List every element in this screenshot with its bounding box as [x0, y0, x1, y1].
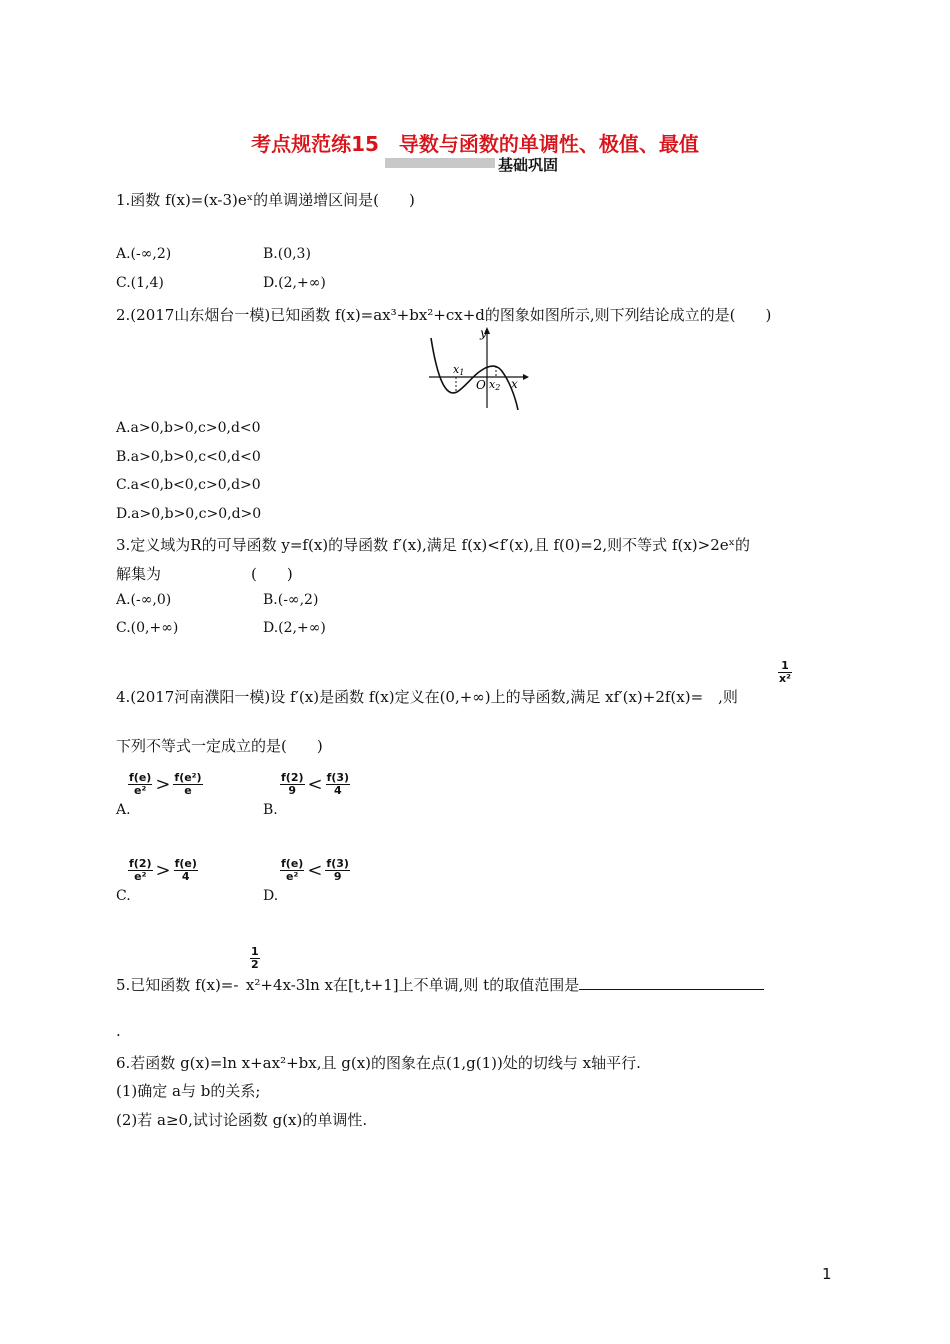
q5-answer-blank[interactable]: [579, 975, 764, 990]
origin-label: O: [476, 378, 486, 392]
q5-stem: [116, 974, 764, 995]
q4-option-d-label: D.: [263, 888, 279, 904]
q2-option-a: A.a>0,b>0,c>0,d<0: [116, 420, 261, 436]
q5-period: .: [116, 1022, 121, 1040]
q3-stem-line1: 3.定义域为R的可导函数 y=f(x)的导函数 f′(x),满足 f(x)<f′(x),且 f(0)=2,则不等式 f(x)>2eˣ的: [116, 536, 751, 554]
q1-option-d: D.(2,+∞): [263, 275, 326, 291]
q1-option-a: A.(-∞,2): [116, 246, 172, 262]
q2-option-d: D.a>0,b>0,c>0,d>0: [116, 506, 262, 522]
x-axis-arrow: [523, 374, 529, 380]
q1-stem: 1.函数 f(x)=(x-3)eˣ的单调递增区间是( ): [116, 191, 415, 209]
q2-option-b: B.a>0,b>0,c<0,d<0: [116, 449, 261, 465]
q2-option-c: C.a<0,b<0,c>0,d>0: [116, 477, 261, 493]
q4-option-b-label: B.: [263, 802, 278, 818]
x1-label: x1: [453, 363, 465, 377]
x-label: x: [511, 377, 518, 391]
q1-option-c: C.(1,4): [116, 275, 164, 291]
q3-option-c: C.(0,+∞): [116, 620, 179, 636]
q4-option-c-label: C.: [116, 888, 131, 904]
q4-option-a-expr: $\frac{f(e)}{\text{e²}}$ > $\frac{\text{f(e²)}}{e}$: [129, 771, 202, 797]
q3-option-a: A.(-∞,0): [116, 592, 172, 608]
q6-part2: (2)若 a≥0,试讨论函数 g(x)的单调性.: [116, 1111, 368, 1129]
q3-option-d: D.(2,+∞): [263, 620, 326, 636]
q4-rhs-fraction: $\frac{1}{\text{x²}}$: [779, 659, 791, 685]
q4-stem-line2: 下列不等式一定成立的是( ): [116, 737, 323, 755]
q4-stem-line1: 4.(2017河南濮阳一模)设 f′(x)是函数 f(x)定义在(0,+∞)上的导函数,满足 xf′(x)+2f(x)= ,则: [116, 688, 738, 706]
q4-option-d-expr: $\frac{f(e)}{\text{e²}}$ < $\frac{f(3)}{9}$: [281, 857, 349, 883]
q6-stem: 6.若函数 g(x)=ln x+ax²+bx,且 g(x)的图象在点(1,g(1))处的切线与 x轴平行.: [116, 1054, 641, 1072]
q6-part1: (1)确定 a与 b的关系;: [116, 1082, 261, 1100]
cubic-curve: [431, 338, 518, 410]
q2-stem: 2.(2017山东烟台一模)已知函数 f(x)=ax³+bx²+cx+d的图象如图所示,则下列结论成立的是( ): [116, 306, 772, 324]
q2-cubic-graph: [425, 326, 530, 410]
q4-option-c-expr: $\frac{f(2)}{\text{e²}}$ > $\frac{f(e)}{4}$: [129, 857, 197, 883]
x2-label: x2: [489, 378, 501, 392]
y-label: y: [480, 326, 487, 340]
section-bar: [385, 158, 495, 168]
q3-stem-line2: 解集为 ( ): [116, 565, 293, 583]
q3-option-b: B.(-∞,2): [263, 592, 319, 608]
page-title: 考点规范练15 导数与函数的单调性、极值、最值: [251, 132, 699, 156]
page-number: 1: [822, 1265, 832, 1283]
q4-option-a-label: A.: [116, 802, 131, 818]
q5-stem-text: 5.已知函数 f(x)=- x²+4x-3ln x在[t,t+1]上不单调,则 t的取值范围是: [116, 976, 580, 994]
q4-option-b-expr: $\frac{f(2)}{9}$ < $\frac{f(3)}{4}$: [281, 771, 350, 797]
q5-fraction: $\frac{1}{2}$: [251, 945, 259, 971]
section-heading: 基础巩固: [498, 156, 559, 174]
q1-option-b: B.(0,3): [263, 246, 311, 262]
